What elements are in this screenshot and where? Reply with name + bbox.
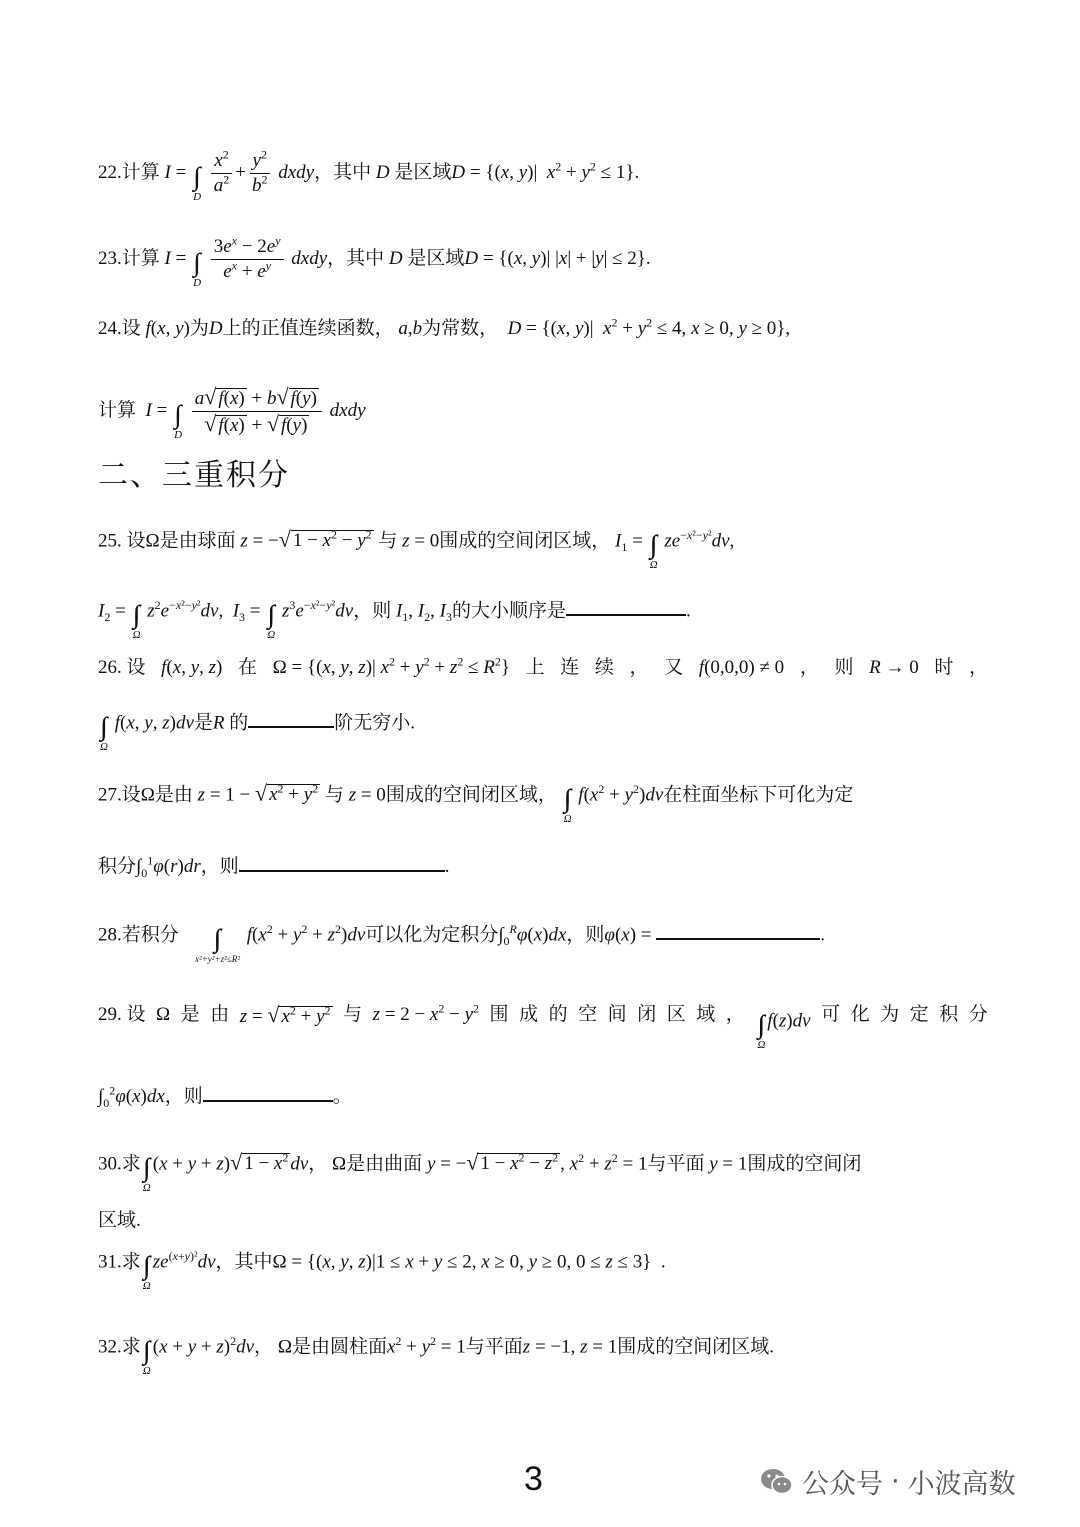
problem-22: 22.计算 I = ∫∫ D $\frac{x^2}{a^2}$ + $\frac{y^2}{b^2}$ dxdy，其中 D 是区域D = {(x, y)| $x^2 + y^2 \le 1$}. (98, 147, 640, 203)
problem-29: 29. 设 Ω 是 由 z = √ $x^2 + y^2$ 与 $z = 2 - x^2 - y^2$ 围 成 的 空 间 闭 区 域 ， ∫∫∫ Ω f(z)dv 可 化 为 定 积 分 (98, 1001, 988, 1051)
problem-26-cont: ∫∫∫ Ω f(x, y, z)dv是R 的 阶无穷小. (98, 704, 988, 744)
problem-24-formula: 计算 I = ∫∫ D $\frac{a√ f(x) + b√ f(y)}{√ f(x) + √ f(y)}$ dxdy (98, 384, 366, 441)
watermark-text-1: 公众号 (802, 1469, 883, 1500)
answer-blank[interactable] (248, 708, 334, 728)
answer-blank[interactable] (203, 1082, 333, 1102)
problem-25: 25. 设Ω是由球面 z = −√ $1 - x^2 - y^2$ 与 z = 0围成的空间闭区域， $I_1$ = ∫∫∫ Ω $ze^{-x^2-y^2}dv$, (98, 526, 735, 571)
answer-blank[interactable] (656, 920, 820, 940)
problem-26: 26. 设 f(x, y, z) 在 Ω = {(x, y, z)| $x^2 + y^2 + z^2 \le R^2$} 上 连 续 ， 又 f(0,0,0) ≠ 0 ， 则 R → 0 时 ， (98, 654, 988, 678)
watermark (760, 1462, 1016, 1501)
problem-30: 30.求 ∫∫∫ Ω (x + y + z)√ $1 - x^2$ dv， Ω是由曲面 y = −√ $1 - x^2 - z^2$ , $x^2 + z^2 = 1$与平面 y = 1围成的空间闭 (98, 1149, 862, 1194)
problem-25-cont: $I_2$ = ∫∫∫ Ω $z^2e^{-x^2-y^2}dv$, $I_3$ = ∫∫∫ Ω $z^3e^{-x^2-y^2}dv$，则 $I_1$, $I_2$, $I_3$的大小顺序是 . (98, 598, 691, 641)
problem-30-cont: 区域. (98, 1210, 141, 1231)
section-heading: 二、三重积分 (98, 458, 290, 493)
problem-27-cont: 积分$\int_0^1\varphi(r)dr$，则 . (98, 853, 450, 880)
answer-blank[interactable] (239, 852, 445, 872)
problem-31: 31.求 ∫∫∫ Ω $ze^{(x+y)^2}dv$，其中Ω = {(x, y, z)|1 ≤ x + y ≤ 2, x ≥ 0, y ≥ 0, 0 ≤ z ≤ 3} . (98, 1249, 666, 1292)
wechat-icon (760, 1467, 794, 1497)
problem-27: 27.设Ω是由 z = 1 − √ $x^2 + y^2$ 与 z = 0围成的空间闭区域， ∫∫∫ Ω $f(x^2 + y^2)dv$在柱面坐标下可化为定 (98, 780, 854, 825)
problem-28: 28.若积分 ∫∫∫ x²+y²+z²≤R² $f(x^2 + y^2 + z^2)dv$可以化为定积分$\int_0^R\varphi(x)dx$，则φ(x) = . (98, 922, 825, 964)
answer-blank[interactable] (566, 596, 686, 616)
watermark-text-2: 小波高数 (907, 1469, 1016, 1500)
problem-29-cont: $\int_0^2\varphi(x)dx$，则 。 (98, 1083, 352, 1110)
page-number: 3 (524, 1460, 543, 1498)
watermark-dot: · (891, 1466, 900, 1497)
problem-24: 24.设 f(x, y)为D上的正值连续函数， a,b为常数， D = {(x, y)| $x^2 + y^2 \le 4$, x ≥ 0, y ≥ 0}, (98, 315, 791, 339)
problem-23: 23.计算 I = ∫∫ D $\frac{3e^x - 2e^y}{e^x + e^y}$ dxdy，其中 D 是区域D = {(x, y)| |x| + |y| ≤ 2}. (98, 233, 651, 289)
problem-32: 32.求 ∫∫∫ Ω $(x + y + z)^2dv$， Ω是由圆柱面$x^2 + y^2 = 1$与平面z = −1, z = 1围成的空间闭区域. (98, 1334, 775, 1377)
